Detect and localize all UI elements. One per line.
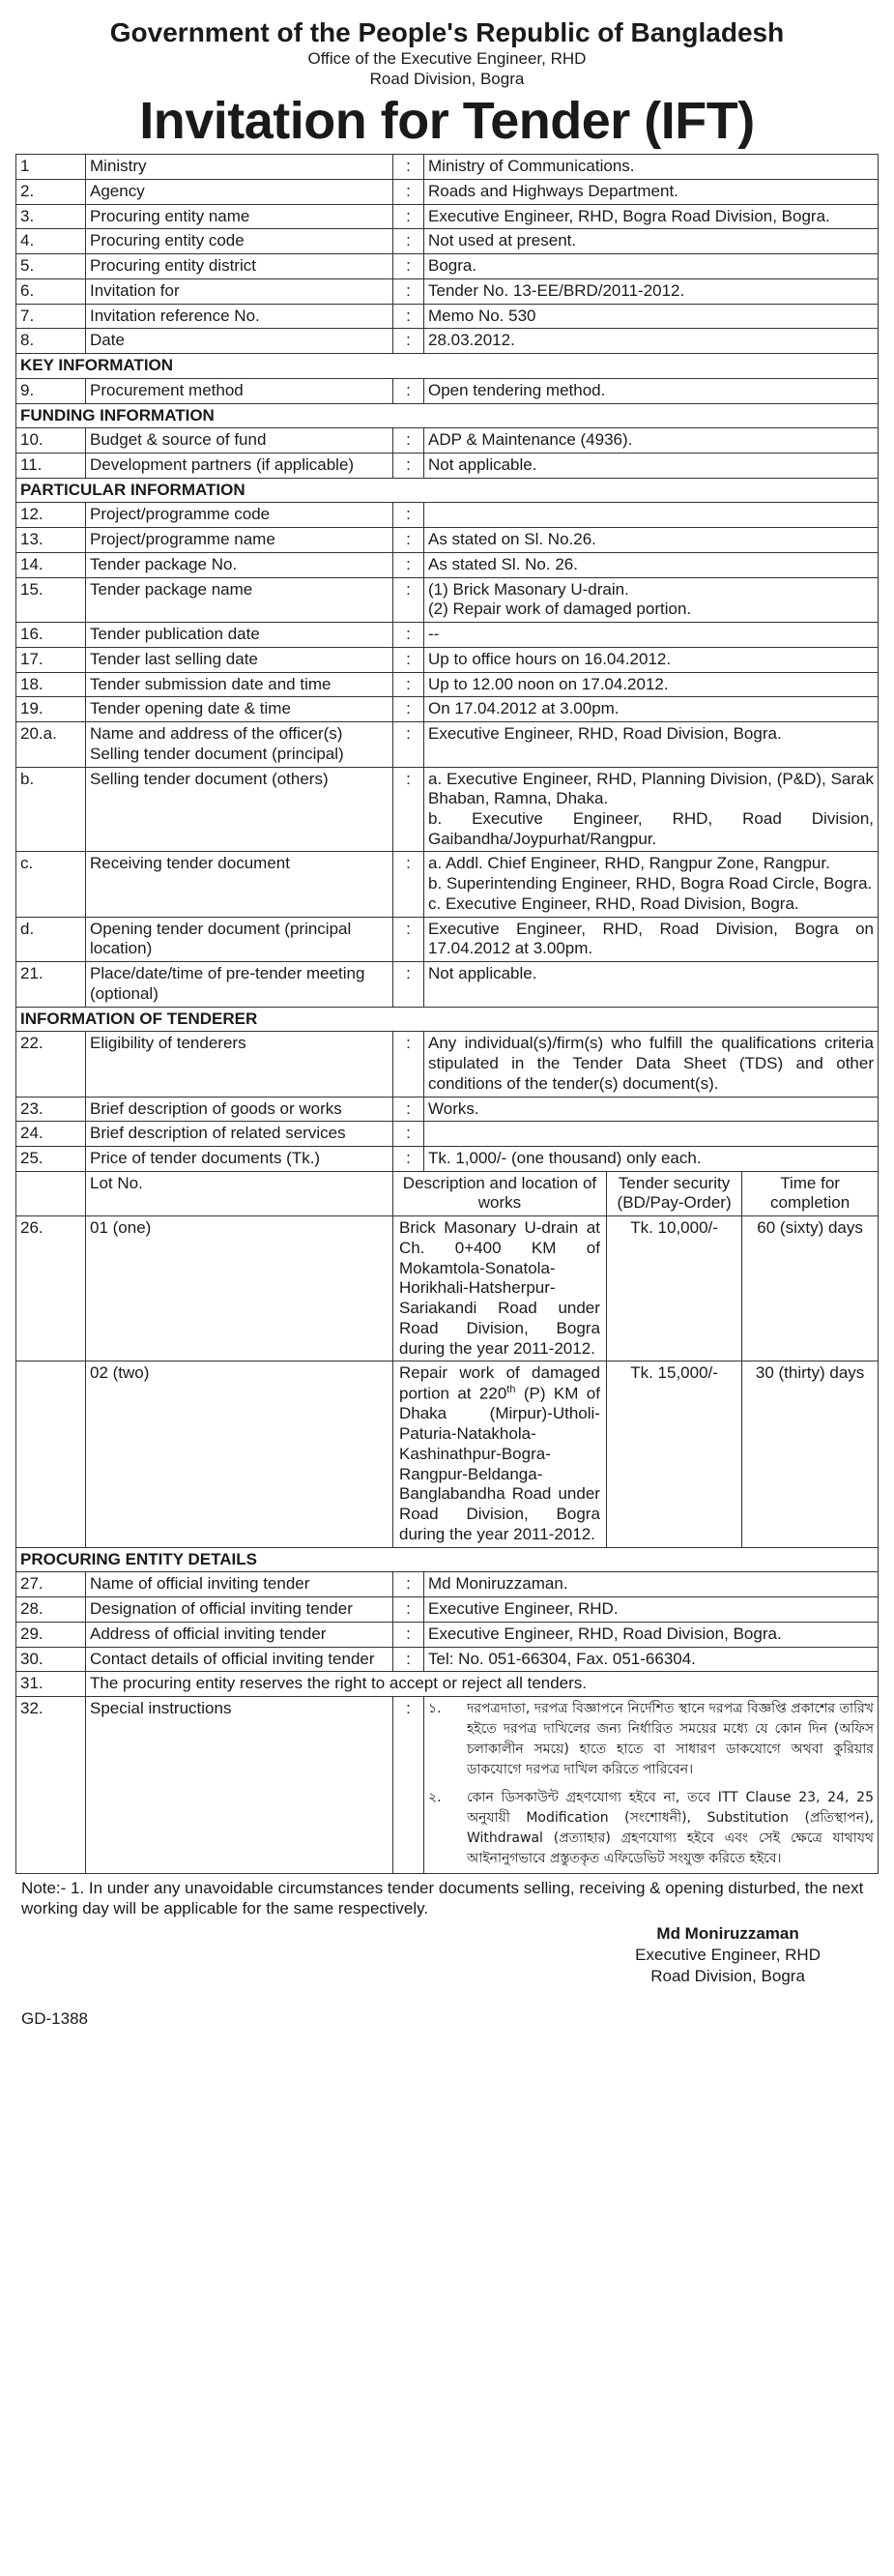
tender-table <box>15 154 879 1874</box>
gd-code: GD-1388 <box>21 2008 88 2028</box>
row-number: 31. <box>16 1672 86 1697</box>
row-label: Procuring entity code <box>86 229 393 254</box>
value-line: As stated on Sl. No.26. <box>428 530 596 549</box>
notice-title: Invitation for Tender (IFT) <box>139 91 755 150</box>
row-colon: : <box>393 917 424 961</box>
row-value <box>424 767 879 852</box>
instruction-number: ২. <box>428 1790 442 1806</box>
table-row <box>16 1622 879 1647</box>
row-colon: : <box>393 204 424 229</box>
row-value <box>424 697 879 722</box>
row-label: Budget & source of fund <box>86 428 393 454</box>
signatory-office: Road Division, Bogra <box>650 1966 805 1985</box>
row-colon: : <box>393 1122 424 1147</box>
row-label: Project/programme name <box>86 528 393 553</box>
row-number: 5. <box>16 254 86 279</box>
value-line: Not applicable. <box>428 454 537 474</box>
value-line: Ministry of Communications. <box>428 157 635 176</box>
row-label: Name and address of the officer(s) Selling tender document (principal) <box>86 722 393 767</box>
row-number: 4. <box>16 229 86 254</box>
table-row <box>16 917 879 961</box>
value-line: -- <box>428 625 440 644</box>
table-row <box>16 672 879 697</box>
section-heading-row <box>16 403 879 428</box>
row-colon: : <box>393 329 424 354</box>
row-label: Place/date/time of pre-tender meeting (optional) <box>86 962 393 1007</box>
row-colon: : <box>393 304 424 329</box>
lot-row <box>16 1216 879 1361</box>
row-number: 7. <box>16 304 86 329</box>
row-value <box>424 623 879 648</box>
row-label: Ministry <box>86 155 393 180</box>
row-colon: : <box>393 672 424 697</box>
table-row <box>16 722 879 767</box>
section-heading: PROCURING ENTITY DETAILS <box>16 1547 879 1572</box>
table-row <box>16 623 879 648</box>
table-row <box>16 278 879 304</box>
signature-block <box>15 1919 879 2035</box>
value-line: 28.03.2012. <box>428 331 515 350</box>
value-line: Not used at present. <box>428 231 577 250</box>
row-value <box>424 672 879 697</box>
value-line: a. Addl. Chief Engineer, RHD, Rangpur Zone, Rangpur. <box>428 854 830 873</box>
row-label: Agency <box>86 179 393 204</box>
row-value <box>424 428 879 454</box>
row-label: Invitation reference No. <box>86 304 393 329</box>
value-line: Open tendering method. <box>428 380 606 399</box>
value-line: a. Executive Engineer, RHD, Planning Division, (P&D), Sarak Bhaban, Ramna, Dhaka. <box>428 769 874 808</box>
row-number: 3. <box>16 204 86 229</box>
lot-row <box>16 1361 879 1547</box>
value-line: c. Executive Engineer, RHD, Road Division, Bogra. <box>428 893 799 913</box>
section-heading: PARTICULAR INFORMATION <box>16 478 879 503</box>
row-value <box>424 179 879 204</box>
special-instructions <box>424 1697 879 1874</box>
row-colon: : <box>393 1032 424 1097</box>
instruction-number: ১. <box>428 1701 442 1717</box>
row-value <box>424 722 879 767</box>
table-row <box>16 1672 879 1697</box>
row-value <box>424 1647 879 1672</box>
security-header: Tender security (BD/Pay-Order) <box>606 1172 741 1215</box>
row-value <box>424 204 879 229</box>
row-colon: : <box>393 453 424 478</box>
row-value <box>424 1572 879 1597</box>
row-colon: : <box>393 722 424 767</box>
table-row <box>16 1032 879 1097</box>
row-colon: : <box>393 1697 424 1874</box>
row-value <box>424 229 879 254</box>
row-label: Procuring entity name <box>86 204 393 229</box>
row-number: 9. <box>16 378 86 403</box>
table-row <box>16 378 879 403</box>
row-value <box>424 304 879 329</box>
value-line: Memo No. 530 <box>428 306 536 325</box>
office-line: Office of the Executive Engineer, RHD <box>307 49 587 69</box>
row-number: 13. <box>16 528 86 553</box>
row-value <box>424 1147 879 1172</box>
instruction-item <box>428 1788 874 1869</box>
value-line: Executive Engineer, RHD, Road Division, Bogra. <box>428 1624 782 1643</box>
value-line: As stated Sl. No. 26. <box>428 554 578 573</box>
row-number: 6. <box>16 278 86 304</box>
row-label: Procuring entity district <box>86 254 393 279</box>
row-label: Project/programme code <box>86 503 393 528</box>
row-colon: : <box>393 1647 424 1672</box>
value-line: b. Superintending Engineer, RHD, Bogra Road Circle, Bogra. <box>428 874 873 893</box>
row-value <box>424 1622 879 1647</box>
instruction-text: কোন ডিসকাউন্ট গ্রহণযোগ্য হইবে না, তবে ITT Clause 23, 24, 25 অনুযায়ী Modification (সংশোধনী), Substitution (প্রতিস্থাপন), Withdrawal (প্রত্যাহার) গ্রহণযোগ্য হইবে এবং সেই ক্ষেত্রে যাথাযথ আইনানুগভাবে প্রস্তুতকৃত এফিডেভিট সংযুক্ত করিতে হইবে। <box>467 1790 874 1867</box>
row-colon: : <box>393 254 424 279</box>
row-colon: : <box>393 852 424 917</box>
row-number: 23. <box>16 1097 86 1122</box>
row-colon: : <box>393 623 424 648</box>
row-colon: : <box>393 503 424 528</box>
row-label: Development partners (if applicable) <box>86 453 393 478</box>
row-colon: : <box>393 1622 424 1647</box>
table-row <box>16 552 879 577</box>
value-line: On 17.04.2012 at 3.00pm. <box>428 699 620 718</box>
value-line: b. Executive Engineer, RHD, Road Division, Gaibandha/Joypurhat/Rangpur. <box>428 808 874 848</box>
row-colon: : <box>393 962 424 1007</box>
row-number: 32. <box>16 1697 86 1874</box>
value-line: Bogra. <box>428 256 477 276</box>
table-row <box>16 962 879 1007</box>
value-line: Tel: No. 051-66304, Fax. 051-66304. <box>428 1649 696 1668</box>
row-number: d. <box>16 917 86 961</box>
row-colon: : <box>393 1572 424 1597</box>
row-label: Eligibility of tenderers <box>86 1032 393 1097</box>
row-number: 18. <box>16 672 86 697</box>
table-row <box>16 1147 879 1172</box>
desc-header: Description and location of works <box>393 1172 606 1215</box>
row-colon: : <box>393 647 424 672</box>
table-row <box>16 647 879 672</box>
lot-description: Brick Masonary U-drain at Ch. 0+400 KM of Mokamtola-Sonatola-Horikhali-Hatsherpur-Sariakandi Road under Road Division, Bogra during the year 2011-2012. <box>393 1216 606 1361</box>
lot-security: Tk. 10,000/- <box>606 1216 741 1361</box>
row-label: Tender package name <box>86 577 393 622</box>
row-colon: : <box>393 378 424 403</box>
row-number: 14. <box>16 552 86 577</box>
row-number: 29. <box>16 1622 86 1647</box>
row-value <box>424 278 879 304</box>
value-line: Up to office hours on 16.04.2012. <box>428 649 672 668</box>
row-label: Brief description of related services <box>86 1122 393 1147</box>
row-colon: : <box>393 1097 424 1122</box>
signatory-designation: Executive Engineer, RHD <box>635 1945 821 1964</box>
time-header: Time for completion <box>769 1173 851 1213</box>
row-colon: : <box>393 229 424 254</box>
row-colon: : <box>393 428 424 454</box>
row-number <box>16 1361 86 1547</box>
table-row <box>16 304 879 329</box>
row-label: Tender package No. <box>86 552 393 577</box>
row-number: 15. <box>16 577 86 622</box>
value-line: Executive Engineer, RHD. <box>428 1599 619 1619</box>
row-colon: : <box>393 528 424 553</box>
instruction-item <box>428 1699 874 1780</box>
row-value <box>424 917 879 961</box>
row-value <box>424 503 879 528</box>
row-value <box>424 329 879 354</box>
value-line: Tk. 1,000/- (one thousand) only each. <box>428 1149 702 1167</box>
row-label: Brief description of goods or works <box>86 1097 393 1122</box>
row-label: Address of official inviting tender <box>86 1622 393 1647</box>
value-line: Roads and Highways Department. <box>428 181 678 200</box>
row-value <box>424 647 879 672</box>
lot-header-row <box>16 1171 879 1215</box>
row-number: 16. <box>16 623 86 648</box>
row-label: Selling tender document (others) <box>86 767 393 852</box>
row-number: 30. <box>16 1647 86 1672</box>
table-row <box>16 503 879 528</box>
row-value <box>424 962 879 1007</box>
table-row <box>16 1097 879 1122</box>
value-line: Up to 12.00 noon on 17.04.2012. <box>428 674 669 693</box>
lot-time: 60 (sixty) days <box>757 1218 863 1238</box>
row-colon: : <box>393 767 424 852</box>
row-value <box>424 1597 879 1623</box>
division-line: Road Division, Bogra <box>369 70 525 89</box>
value-line: Tender No. 13-EE/BRD/2011-2012. <box>428 280 685 300</box>
lot-number: 01 (one) <box>86 1216 393 1361</box>
row-label: Date <box>86 329 393 354</box>
row-label: Tender opening date & time <box>86 697 393 722</box>
value-line: Executive Engineer, RHD, Bogra Road Division, Bogra. <box>428 206 830 225</box>
row-value <box>424 453 879 478</box>
row-value <box>424 378 879 403</box>
row-number: 24. <box>16 1122 86 1147</box>
table-row <box>16 528 879 553</box>
section-heading-row <box>16 1547 879 1572</box>
lot-header-cell: Lot No. <box>86 1171 393 1215</box>
row-number: 21. <box>16 962 86 1007</box>
table-row <box>16 453 879 478</box>
row-colon: : <box>393 552 424 577</box>
desc-part: (P) KM of Dhaka (Mirpur)-Utholi-Paturia-Natakhola-Kashinathpur-Bogra-Rangpur-Beldanga-Banglabandha Road under Road Division, Bogra during the year 2011-2012. <box>399 1384 600 1543</box>
lot-detail-wrap <box>393 1361 879 1547</box>
value-line: Not applicable. <box>428 964 537 983</box>
notice-header <box>15 17 879 150</box>
section-heading: KEY INFORMATION <box>16 354 879 379</box>
row-number: 25. <box>16 1147 86 1172</box>
row-label: Tender submission date and time <box>86 672 393 697</box>
row-number: 2. <box>16 179 86 204</box>
table-row <box>16 697 879 722</box>
row-colon: : <box>393 697 424 722</box>
value-line: (1) Brick Masonary U-drain. <box>428 579 629 599</box>
row-label: Name of official inviting tender <box>86 1572 393 1597</box>
value-line: ADP & Maintenance (4936). <box>428 430 633 450</box>
row-colon: : <box>393 1147 424 1172</box>
row-number: 22. <box>16 1032 86 1097</box>
lot-detail-wrap <box>393 1216 879 1361</box>
table-row <box>16 179 879 204</box>
desc-part: Repair work of damaged portion at 220 <box>399 1363 600 1403</box>
row-number: 20.a. <box>16 722 86 767</box>
section-heading-row <box>16 354 879 379</box>
lot-headers-wrap <box>393 1171 879 1215</box>
row-number: c. <box>16 852 86 917</box>
lot-blank <box>16 1171 86 1215</box>
row-value <box>424 852 879 917</box>
table-row <box>16 852 879 917</box>
row-label: Tender last selling date <box>86 647 393 672</box>
table-row <box>16 428 879 454</box>
table-row <box>16 577 879 622</box>
row-colon: : <box>393 577 424 622</box>
row-number: 1 <box>16 155 86 180</box>
row-number: 10. <box>16 428 86 454</box>
lot-description <box>393 1361 606 1546</box>
section-heading: INFORMATION OF TENDERER <box>16 1007 879 1032</box>
table-row <box>16 1647 879 1672</box>
row-label: Opening tender document (principal location) <box>86 917 393 961</box>
lot-time: 30 (thirty) days <box>755 1363 865 1383</box>
desc-sup: th <box>506 1384 516 1396</box>
section-heading-row <box>16 478 879 503</box>
row-label: Price of tender documents (Tk.) <box>86 1147 393 1172</box>
table-row <box>16 329 879 354</box>
signatory-name: Md Moniruzzaman <box>656 1923 799 1943</box>
section-heading-row <box>16 1007 879 1032</box>
row-label: Contact details of official inviting tender <box>86 1647 393 1672</box>
row-colon: : <box>393 179 424 204</box>
row-label: Invitation for <box>86 278 393 304</box>
table-row <box>16 1597 879 1623</box>
row-value <box>424 528 879 553</box>
row-value <box>424 155 879 180</box>
instruction-text: দরপত্রদাতা, দরপত্র বিজ্ঞাপনে নির্দেশিত স্থানে দরপত্র বিজ্ঞপ্তি প্রকাশের তারিখ হইতে দরপত্র দাখিলের জন্য নির্ধারিত সময়ের মধ্যে যে কোন দিন (অফিস চলাকালীন সময়ে) হাতে হাতে বা সাধারণ ডাকযোগে অথবা কুরিয়ার ডাকযোগে দরপত্র দাখিল করিতে পারিবেন। <box>467 1701 874 1778</box>
lot-number: 02 (two) <box>86 1361 393 1547</box>
row-number: 12. <box>16 503 86 528</box>
value-line: Md Moniruzzaman. <box>428 1574 568 1594</box>
row-colon: : <box>393 278 424 304</box>
row-colon: : <box>393 155 424 180</box>
row-colon: : <box>393 1597 424 1623</box>
row-number: 8. <box>16 329 86 354</box>
row-number: 19. <box>16 697 86 722</box>
row-number: 17. <box>16 647 86 672</box>
value-line: (2) Repair work of damaged portion. <box>428 600 692 619</box>
row-value <box>424 577 879 622</box>
table-row <box>16 229 879 254</box>
row-value <box>424 1097 879 1122</box>
row-label: Receiving tender document <box>86 852 393 917</box>
value-line: Any individual(s)/firm(s) who fulfill the qualifications criteria stipulated in the Tender Data Sheet (TDS) and other conditions of the tender(s) document(s). <box>428 1034 874 1093</box>
row-statement: The procuring entity reserves the right to accept or reject all tenders. <box>86 1672 879 1697</box>
table-row <box>16 204 879 229</box>
row-number: 26. <box>16 1216 86 1361</box>
value-line: Works. <box>428 1098 479 1118</box>
table-row <box>16 254 879 279</box>
row-value <box>424 254 879 279</box>
table-row <box>16 1697 879 1874</box>
row-label: Tender publication date <box>86 623 393 648</box>
row-number: 11. <box>16 453 86 478</box>
table-row <box>16 767 879 852</box>
table-row <box>16 1122 879 1147</box>
row-label: Designation of official inviting tender <box>86 1597 393 1623</box>
note: Note:- 1. In under any unavoidable circumstances tender documents selling, receiving & opening disturbed, the next working day will be applicable for the same respectively. <box>21 1879 864 1918</box>
value-line: Executive Engineer, RHD, Road Division, Bogra on 17.04.2012 at 3.00pm. <box>428 919 874 958</box>
row-value <box>424 1032 879 1097</box>
row-value <box>424 552 879 577</box>
table-row <box>16 155 879 180</box>
table-row <box>16 1572 879 1597</box>
row-value <box>424 1122 879 1147</box>
lot-security: Tk. 15,000/- <box>606 1361 741 1546</box>
row-label: Procurement method <box>86 378 393 403</box>
row-number: 27. <box>16 1572 86 1597</box>
row-number: b. <box>16 767 86 852</box>
row-number: 28. <box>16 1597 86 1623</box>
value-line: Executive Engineer, RHD, Road Division, Bogra. <box>428 724 782 744</box>
section-heading: FUNDING INFORMATION <box>16 403 879 428</box>
government-title: Government of the People's Republic of Bangladesh <box>109 17 785 47</box>
row-label: Special instructions <box>86 1697 393 1874</box>
